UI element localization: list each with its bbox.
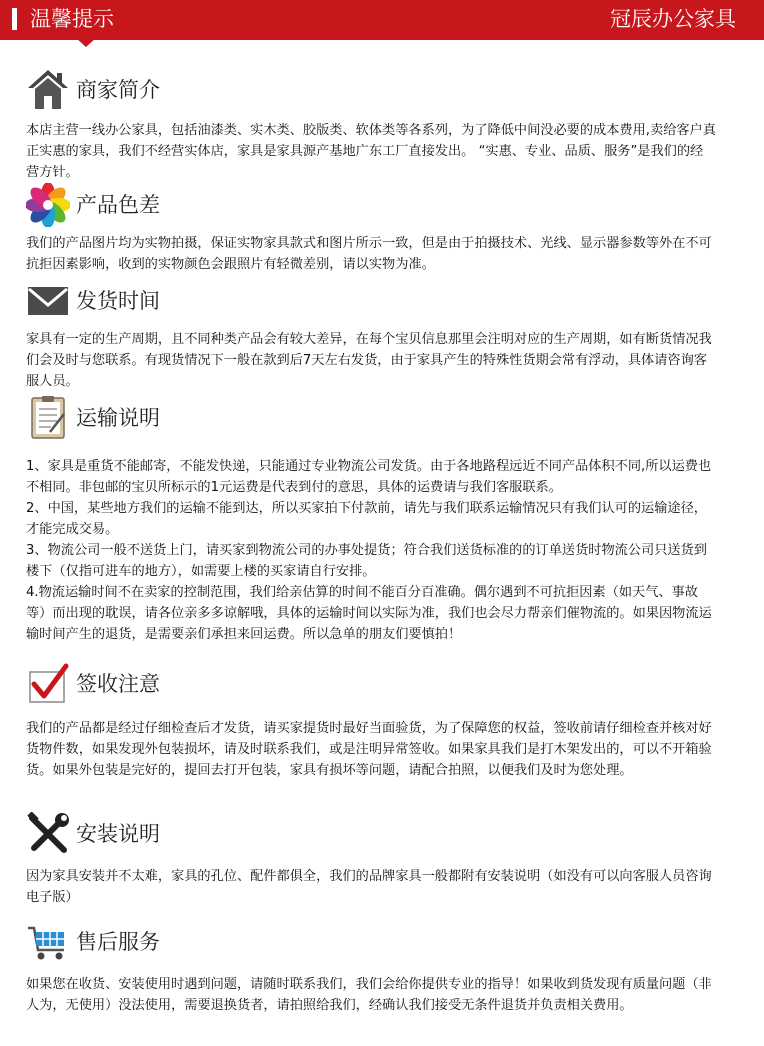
section-title: 运输说明 (76, 406, 160, 430)
paragraph: 3、物流公司一般不送货上门，请买家到物流公司的办事处提货；符合我们送货标准的的订单送货时物流公司只送货到楼下（仅指可进车的地方），如需要上楼的买家请自行安排。 (26, 543, 707, 579)
color-wheel-icon (26, 183, 70, 227)
header-title-right: 冠辰办公家具 (610, 7, 736, 31)
paragraph: 如果您在收货、安装使用时遇到问题，请随时联系我们，我们会给你提供专业的指导！如果收到货发现有质量问题（非人为，无使用）没法使用，需要退换货者，请拍照给我们，经确认我们接受无条件退货并负责相关费用。 (26, 977, 712, 1013)
section-title: 签收注意 (76, 672, 160, 696)
section-title: 售后服务 (76, 930, 160, 954)
clipboard-icon (26, 396, 70, 440)
paragraph: 家具有一定的生产周期，且不同种类产品会有较大差异，在每个宝贝信息那里会注明对应的生产周期，如有断货情况我们会及时与您联系。有现货情况下一般在款到后7天左右发货，由于家具产生的特殊性货期会常有浮动，具体请咨询客服人员。 (26, 332, 712, 389)
paragraph: 4.物流运输时间不在卖家的控制范围，我们给亲估算的时间不能百分百准确。偶尔遇到不可抗拒因素（如天气、事故等）而出现的耽误，请各位亲多多谅解哦，具体的运输时间以实际为准，我们也会尽力帮亲们催物流的。如果因物流运输时间产生的退货，是需要亲们承担来回运费。所以急单的朋友们要慎拍！ (26, 585, 712, 642)
house-icon (26, 68, 70, 112)
paragraph: 因为家具安装并不太难，家具的孔位、配件都俱全，我们的品牌家具一般都附有安装说明（如没有可以向客服人员咨询电子版） (26, 869, 712, 905)
header-banner (0, 0, 764, 38)
section-body (26, 233, 716, 275)
section-body (26, 456, 716, 645)
paragraph: 我们的产品图片均为实物拍摄，保证实物家具款式和图片所示一致，但是由于拍摄技术、光线、显示器参数等外在不可抗拒因素影响，收到的实物颜色会跟照片有轻微差别，请以实物为准。 (26, 236, 712, 272)
section-title: 安装说明 (76, 822, 160, 846)
header-notch (76, 38, 96, 47)
section-body (26, 974, 716, 1016)
paragraph: 我们的产品都是经过仔细检查后才发货，请买家提货时最好当面验货，为了保障您的权益，签收前请仔细检查并核对好货物件数，如果发现外包装损坏，请及时联系我们，或是注明异常签收。如果家具我们是打木架发出的，可以不开箱验货。如果外包装是完好的，提回去打开包装，家具有损坏等问题，请配合拍照，以便我们及时为您处理。 (26, 721, 712, 778)
shopping-cart-icon (26, 920, 70, 964)
section-title: 产品色差 (76, 193, 160, 217)
envelope-icon (26, 279, 70, 323)
paragraph: 1、家具是重货不能邮寄，不能发快递，只能通过专业物流公司发货。由于各地路程远近不同产品体积不同,所以运费也不相同。非包邮的宝贝所标示的1元运费是代表到付的意思，具体的运费请与我们客服联系。 (26, 459, 712, 495)
tools-icon (26, 812, 70, 856)
header-underline (0, 38, 764, 40)
section-body (26, 866, 716, 908)
section-body (26, 120, 716, 183)
header-title-left: 温馨提示 (30, 7, 114, 31)
section-body (26, 718, 716, 781)
header-bar-mark (12, 8, 17, 30)
checkmark-icon (26, 662, 70, 706)
paragraph: 2、中国，某些地方我们的运输不能到达，所以买家拍下付款前，请先与我们联系运输情况只有我们认可的运输途径，才能完成交易。 (26, 501, 707, 537)
section-title: 商家简介 (76, 78, 160, 102)
paragraph: 本店主营一线办公家具，包括油漆类、实木类、胶版类、软体类等各系列，为了降低中间没必要的成本费用,卖给客户真正实惠的家具，我们不经营实体店，家具是家具源产基地广东工厂直接发出。 “实惠、专业、品质、服务”是我们的经营方针。 (26, 123, 716, 180)
section-title: 发货时间 (76, 289, 160, 313)
section-body (26, 329, 716, 392)
